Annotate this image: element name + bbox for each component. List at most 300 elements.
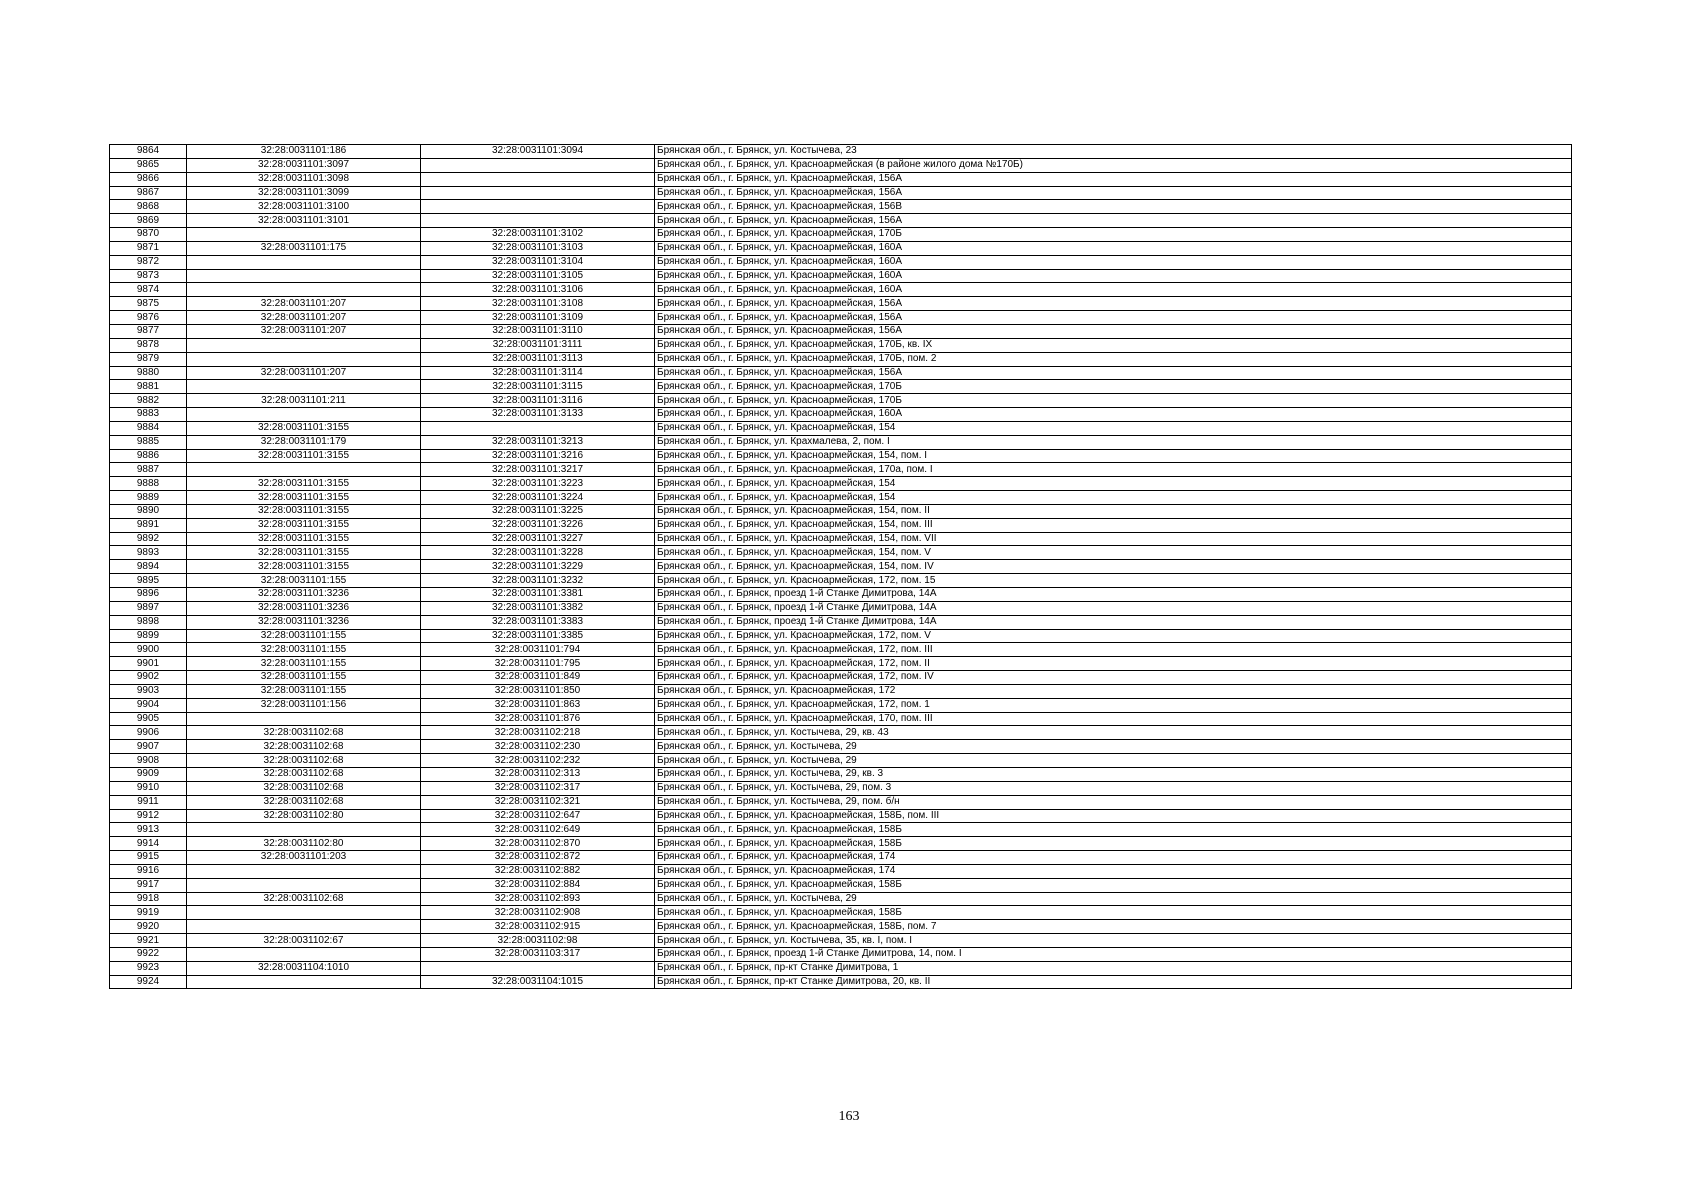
address-cell: Брянская обл., г. Брянск, ул. Красноармейская, 156А: [655, 172, 1572, 186]
object-cadastral-number-cell: 32:28:0031101:3223: [421, 477, 655, 491]
land-cadastral-number-cell: 32:28:0031102:68: [187, 892, 421, 906]
object-cadastral-number-cell: 32:28:0031101:794: [421, 643, 655, 657]
table-row: [110, 615, 1572, 629]
table-row: [110, 920, 1572, 934]
address-cell: Брянская обл., г. Брянск, ул. Красноармейская, 158Б: [655, 878, 1572, 892]
land-cadastral-number-cell: 32:28:0031102:68: [187, 795, 421, 809]
object-cadastral-number-cell: 32:28:0031102:908: [421, 906, 655, 920]
row-number-cell: 9888: [110, 477, 187, 491]
table-row: [110, 297, 1572, 311]
address-cell: Брянская обл., г. Брянск, ул. Красноармейская, 158Б, пом. 7: [655, 920, 1572, 934]
land-cadastral-number-cell: 32:28:0031101:156: [187, 698, 421, 712]
object-cadastral-number-cell: 32:28:0031101:3229: [421, 560, 655, 574]
address-cell: Брянская обл., г. Брянск, ул. Красноармейская, 170, пом. III: [655, 712, 1572, 726]
row-number-cell: 9892: [110, 532, 187, 546]
land-cadastral-number-cell: 32:28:0031102:68: [187, 754, 421, 768]
row-number-cell: 9908: [110, 754, 187, 768]
table-row: [110, 546, 1572, 560]
row-number-cell: 9880: [110, 366, 187, 380]
land-cadastral-number-cell: 32:28:0031102:68: [187, 767, 421, 781]
address-cell: Брянская обл., г. Брянск, ул. Красноармейская, 154, пом. VII: [655, 532, 1572, 546]
object-cadastral-number-cell: [421, 961, 655, 975]
land-cadastral-number-cell: 32:28:0031102:80: [187, 809, 421, 823]
object-cadastral-number-cell: 32:28:0031102:882: [421, 864, 655, 878]
table-row: [110, 158, 1572, 172]
land-cadastral-number-cell: 32:28:0031101:211: [187, 394, 421, 408]
land-cadastral-number-cell: 32:28:0031101:155: [187, 574, 421, 588]
land-cadastral-number-cell: 32:28:0031101:207: [187, 324, 421, 338]
row-number-cell: 9867: [110, 186, 187, 200]
land-cadastral-number-cell: 32:28:0031101:3155: [187, 518, 421, 532]
land-cadastral-number-cell: 32:28:0031101:155: [187, 684, 421, 698]
row-number-cell: 9897: [110, 601, 187, 615]
object-cadastral-number-cell: 32:28:0031101:3228: [421, 546, 655, 560]
table-row: [110, 560, 1572, 574]
address-cell: Брянская обл., г. Брянск, пр-кт Станке Димитрова, 20, кв. II: [655, 975, 1572, 989]
table-row: [110, 311, 1572, 325]
object-cadastral-number-cell: 32:28:0031101:3102: [421, 228, 655, 242]
address-cell: Брянская обл., г. Брянск, ул. Красноармейская, 172, пом. IV: [655, 671, 1572, 685]
address-cell: Брянская обл., г. Брянск, ул. Красноармейская, 170а, пом. I: [655, 463, 1572, 477]
object-cadastral-number-cell: 32:28:0031101:3094: [421, 145, 655, 159]
table-row: [110, 823, 1572, 837]
row-number-cell: 9910: [110, 781, 187, 795]
land-cadastral-number-cell: [187, 380, 421, 394]
land-cadastral-number-cell: 32:28:0031101:3097: [187, 158, 421, 172]
object-cadastral-number-cell: 32:28:0031102:647: [421, 809, 655, 823]
address-cell: Брянская обл., г. Брянск, ул. Красноармейская, 170Б, пом. 2: [655, 352, 1572, 366]
table-row: [110, 186, 1572, 200]
table-row: [110, 795, 1572, 809]
table-row: [110, 947, 1572, 961]
table-row: [110, 892, 1572, 906]
land-cadastral-number-cell: 32:28:0031101:3155: [187, 504, 421, 518]
row-number-cell: 9891: [110, 518, 187, 532]
object-cadastral-number-cell: 32:28:0031101:850: [421, 684, 655, 698]
row-number-cell: 9905: [110, 712, 187, 726]
object-cadastral-number-cell: 32:28:0031102:915: [421, 920, 655, 934]
table-row: [110, 394, 1572, 408]
object-cadastral-number-cell: 32:28:0031101:3109: [421, 311, 655, 325]
land-cadastral-number-cell: 32:28:0031102:67: [187, 934, 421, 948]
address-cell: Брянская обл., г. Брянск, ул. Костычева, 29, пом. 3: [655, 781, 1572, 795]
row-number-cell: 9864: [110, 145, 187, 159]
row-number-cell: 9895: [110, 574, 187, 588]
address-cell: Брянская обл., г. Брянск, ул. Красноармейская, 172, пом. V: [655, 629, 1572, 643]
land-cadastral-number-cell: 32:28:0031101:3155: [187, 532, 421, 546]
object-cadastral-number-cell: 32:28:0031101:3110: [421, 324, 655, 338]
land-cadastral-number-cell: [187, 408, 421, 422]
object-cadastral-number-cell: 32:28:0031102:884: [421, 878, 655, 892]
address-cell: Брянская обл., г. Брянск, ул. Красноармейская, 174: [655, 864, 1572, 878]
row-number-cell: 9875: [110, 297, 187, 311]
row-number-cell: 9868: [110, 200, 187, 214]
address-cell: Брянская обл., г. Брянск, ул. Красноармейская, 160А: [655, 241, 1572, 255]
object-cadastral-number-cell: 32:28:0031101:3108: [421, 297, 655, 311]
address-cell: Брянская обл., г. Брянск, ул. Красноармейская, 154, пом. III: [655, 518, 1572, 532]
table-row: [110, 380, 1572, 394]
table-row: [110, 532, 1572, 546]
registry-table: [109, 144, 1572, 989]
table-row: [110, 269, 1572, 283]
row-number-cell: 9909: [110, 767, 187, 781]
row-number-cell: 9869: [110, 214, 187, 228]
address-cell: Брянская обл., г. Брянск, ул. Красноармейская, 156В: [655, 200, 1572, 214]
object-cadastral-number-cell: [421, 186, 655, 200]
address-cell: Брянская обл., г. Брянск, ул. Красноармейская (в районе жилого дома №170Б): [655, 158, 1572, 172]
object-cadastral-number-cell: [421, 421, 655, 435]
row-number-cell: 9903: [110, 684, 187, 698]
land-cadastral-number-cell: 32:28:0031102:80: [187, 837, 421, 851]
object-cadastral-number-cell: 32:28:0031101:849: [421, 671, 655, 685]
address-cell: Брянская обл., г. Брянск, ул. Красноармейская, 170Б: [655, 228, 1572, 242]
object-cadastral-number-cell: 32:28:0031101:3217: [421, 463, 655, 477]
object-cadastral-number-cell: 32:28:0031102:317: [421, 781, 655, 795]
address-cell: Брянская обл., г. Брянск, ул. Красноармейская, 154, пом. I: [655, 449, 1572, 463]
address-cell: Брянская обл., г. Брянск, ул. Костычева, 29: [655, 754, 1572, 768]
address-cell: Брянская обл., г. Брянск, ул. Красноармейская, 154, пом. IV: [655, 560, 1572, 574]
row-number-cell: 9918: [110, 892, 187, 906]
object-cadastral-number-cell: 32:28:0031101:3226: [421, 518, 655, 532]
land-cadastral-number-cell: [187, 864, 421, 878]
table-row: [110, 657, 1572, 671]
row-number-cell: 9871: [110, 241, 187, 255]
object-cadastral-number-cell: 32:28:0031102:321: [421, 795, 655, 809]
table-row: [110, 975, 1572, 989]
land-cadastral-number-cell: 32:28:0031101:3236: [187, 588, 421, 602]
object-cadastral-number-cell: 32:28:0031101:3103: [421, 241, 655, 255]
address-cell: Брянская обл., г. Брянск, ул. Костычева, 29, пом. б/н: [655, 795, 1572, 809]
table-row: [110, 851, 1572, 865]
object-cadastral-number-cell: 32:28:0031102:232: [421, 754, 655, 768]
object-cadastral-number-cell: 32:28:0031101:3227: [421, 532, 655, 546]
land-cadastral-number-cell: 32:28:0031101:3236: [187, 615, 421, 629]
table-row: [110, 740, 1572, 754]
land-cadastral-number-cell: 32:28:0031101:155: [187, 657, 421, 671]
table-row: [110, 643, 1572, 657]
table-row: [110, 809, 1572, 823]
table-row: [110, 726, 1572, 740]
land-cadastral-number-cell: 32:28:0031101:207: [187, 311, 421, 325]
address-cell: Брянская обл., г. Брянск, ул. Красноармейская, 170Б: [655, 380, 1572, 394]
address-cell: Брянская обл., г. Брянск, ул. Красноармейская, 154: [655, 421, 1572, 435]
row-number-cell: 9916: [110, 864, 187, 878]
address-cell: Брянская обл., г. Брянск, ул. Костычева, 29: [655, 892, 1572, 906]
object-cadastral-number-cell: 32:28:0031101:3111: [421, 338, 655, 352]
address-cell: Брянская обл., г. Брянск, ул. Красноармейская, 156А: [655, 297, 1572, 311]
address-cell: Брянская обл., г. Брянск, ул. Костычева, 29, кв. 43: [655, 726, 1572, 740]
address-cell: Брянская обл., г. Брянск, ул. Красноармейская, 154: [655, 491, 1572, 505]
table-row: [110, 518, 1572, 532]
table-row: [110, 241, 1572, 255]
land-cadastral-number-cell: 32:28:0031101:3100: [187, 200, 421, 214]
row-number-cell: 9915: [110, 851, 187, 865]
row-number-cell: 9872: [110, 255, 187, 269]
land-cadastral-number-cell: [187, 463, 421, 477]
object-cadastral-number-cell: [421, 172, 655, 186]
land-cadastral-number-cell: 32:28:0031101:3099: [187, 186, 421, 200]
table-row: [110, 172, 1572, 186]
table-row: [110, 684, 1572, 698]
row-number-cell: 9898: [110, 615, 187, 629]
registry-table-body: [110, 145, 1572, 989]
row-number-cell: 9877: [110, 324, 187, 338]
row-number-cell: 9890: [110, 504, 187, 518]
row-number-cell: 9920: [110, 920, 187, 934]
land-cadastral-number-cell: [187, 255, 421, 269]
land-cadastral-number-cell: [187, 283, 421, 297]
address-cell: Брянская обл., г. Брянск, проезд 1-й Станке Димитрова, 14А: [655, 601, 1572, 615]
object-cadastral-number-cell: 32:28:0031101:3225: [421, 504, 655, 518]
object-cadastral-number-cell: [421, 214, 655, 228]
land-cadastral-number-cell: [187, 338, 421, 352]
table-row: [110, 324, 1572, 338]
table-row: [110, 837, 1572, 851]
table-row: [110, 408, 1572, 422]
table-row: [110, 449, 1572, 463]
row-number-cell: 9878: [110, 338, 187, 352]
address-cell: Брянская обл., г. Брянск, проезд 1-й Станке Димитрова, 14А: [655, 588, 1572, 602]
table-row: [110, 200, 1572, 214]
address-cell: Брянская обл., г. Брянск, ул. Красноармейская, 160А: [655, 283, 1572, 297]
row-number-cell: 9896: [110, 588, 187, 602]
table-row: [110, 214, 1572, 228]
object-cadastral-number-cell: 32:28:0031101:863: [421, 698, 655, 712]
land-cadastral-number-cell: 32:28:0031102:68: [187, 726, 421, 740]
row-number-cell: 9899: [110, 629, 187, 643]
land-cadastral-number-cell: 32:28:0031101:3101: [187, 214, 421, 228]
land-cadastral-number-cell: [187, 352, 421, 366]
row-number-cell: 9893: [110, 546, 187, 560]
object-cadastral-number-cell: [421, 158, 655, 172]
address-cell: Брянская обл., г. Брянск, ул. Красноармейская, 160А: [655, 269, 1572, 283]
row-number-cell: 9886: [110, 449, 187, 463]
row-number-cell: 9919: [110, 906, 187, 920]
address-cell: Брянская обл., г. Брянск, ул. Костычева, 35, кв. I, пом. I: [655, 934, 1572, 948]
row-number-cell: 9902: [110, 671, 187, 685]
object-cadastral-number-cell: 32:28:0031101:3114: [421, 366, 655, 380]
row-number-cell: 9884: [110, 421, 187, 435]
table-row: [110, 504, 1572, 518]
row-number-cell: 9907: [110, 740, 187, 754]
land-cadastral-number-cell: 32:28:0031101:3236: [187, 601, 421, 615]
row-number-cell: 9923: [110, 961, 187, 975]
object-cadastral-number-cell: 32:28:0031101:3224: [421, 491, 655, 505]
table-row: [110, 878, 1572, 892]
address-cell: Брянская обл., г. Брянск, ул. Красноармейская, 158Б: [655, 837, 1572, 851]
land-cadastral-number-cell: 32:28:0031104:1010: [187, 961, 421, 975]
address-cell: Брянская обл., г. Брянск, ул. Красноармейская, 172, пом. II: [655, 657, 1572, 671]
object-cadastral-number-cell: 32:28:0031101:3105: [421, 269, 655, 283]
land-cadastral-number-cell: [187, 906, 421, 920]
address-cell: Брянская обл., г. Брянск, ул. Красноармейская, 156А: [655, 214, 1572, 228]
object-cadastral-number-cell: 32:28:0031104:1015: [421, 975, 655, 989]
table-row: [110, 574, 1572, 588]
address-cell: Брянская обл., г. Брянск, ул. Красноармейская, 158Б, пом. III: [655, 809, 1572, 823]
table-row: [110, 421, 1572, 435]
address-cell: Брянская обл., г. Брянск, ул. Красноармейская, 156А: [655, 324, 1572, 338]
object-cadastral-number-cell: 32:28:0031101:3382: [421, 601, 655, 615]
address-cell: Брянская обл., г. Брянск, проезд 1-й Станке Димитрова, 14А: [655, 615, 1572, 629]
table-row: [110, 712, 1572, 726]
row-number-cell: 9882: [110, 394, 187, 408]
table-row: [110, 352, 1572, 366]
row-number-cell: 9889: [110, 491, 187, 505]
address-cell: Брянская обл., г. Брянск, ул. Крахмалева, 2, пом. I: [655, 435, 1572, 449]
address-cell: Брянская обл., г. Брянск, ул. Красноармейская, 156А: [655, 366, 1572, 380]
row-number-cell: 9900: [110, 643, 187, 657]
address-cell: Брянская обл., г. Брянск, ул. Красноармейская, 154: [655, 477, 1572, 491]
land-cadastral-number-cell: 32:28:0031101:3155: [187, 477, 421, 491]
address-cell: Брянская обл., г. Брянск, ул. Красноармейская, 154, пом. V: [655, 546, 1572, 560]
table-row: [110, 754, 1572, 768]
address-cell: Брянская обл., г. Брянск, ул. Костычева, 29: [655, 740, 1572, 754]
object-cadastral-number-cell: 32:28:0031101:3385: [421, 629, 655, 643]
object-cadastral-number-cell: 32:28:0031101:3216: [421, 449, 655, 463]
land-cadastral-number-cell: 32:28:0031101:3155: [187, 546, 421, 560]
land-cadastral-number-cell: [187, 975, 421, 989]
row-number-cell: 9870: [110, 228, 187, 242]
address-cell: Брянская обл., г. Брянск, ул. Красноармейская, 174: [655, 851, 1572, 865]
table-row: [110, 366, 1572, 380]
address-cell: Брянская обл., г. Брянск, ул. Красноармейская, 172: [655, 684, 1572, 698]
land-cadastral-number-cell: 32:28:0031101:3098: [187, 172, 421, 186]
row-number-cell: 9876: [110, 311, 187, 325]
row-number-cell: 9901: [110, 657, 187, 671]
land-cadastral-number-cell: [187, 823, 421, 837]
object-cadastral-number-cell: 32:28:0031102:870: [421, 837, 655, 851]
address-cell: Брянская обл., г. Брянск, ул. Красноармейская, 170Б: [655, 394, 1572, 408]
land-cadastral-number-cell: [187, 947, 421, 961]
table-row: [110, 864, 1572, 878]
land-cadastral-number-cell: 32:28:0031101:207: [187, 297, 421, 311]
land-cadastral-number-cell: 32:28:0031101:155: [187, 643, 421, 657]
table-row: [110, 588, 1572, 602]
row-number-cell: 9904: [110, 698, 187, 712]
object-cadastral-number-cell: 32:28:0031102:649: [421, 823, 655, 837]
row-number-cell: 9912: [110, 809, 187, 823]
land-cadastral-number-cell: 32:28:0031102:68: [187, 781, 421, 795]
row-number-cell: 9873: [110, 269, 187, 283]
land-cadastral-number-cell: [187, 228, 421, 242]
table-row: [110, 698, 1572, 712]
object-cadastral-number-cell: 32:28:0031101:3116: [421, 394, 655, 408]
object-cadastral-number-cell: 32:28:0031101:3383: [421, 615, 655, 629]
object-cadastral-number-cell: 32:28:0031101:3381: [421, 588, 655, 602]
table-row: [110, 435, 1572, 449]
object-cadastral-number-cell: 32:28:0031102:230: [421, 740, 655, 754]
object-cadastral-number-cell: 32:28:0031101:3232: [421, 574, 655, 588]
table-row: [110, 781, 1572, 795]
land-cadastral-number-cell: 32:28:0031101:3155: [187, 421, 421, 435]
table-row: [110, 906, 1572, 920]
row-number-cell: 9913: [110, 823, 187, 837]
address-cell: Брянская обл., г. Брянск, ул. Красноармейская, 154, пом. II: [655, 504, 1572, 518]
object-cadastral-number-cell: 32:28:0031102:872: [421, 851, 655, 865]
address-cell: Брянская обл., г. Брянск, ул. Красноармейская, 160А: [655, 255, 1572, 269]
address-cell: Брянская обл., г. Брянск, пр-кт Станке Димитрова, 1: [655, 961, 1572, 975]
object-cadastral-number-cell: 32:28:0031102:313: [421, 767, 655, 781]
land-cadastral-number-cell: 32:28:0031101:155: [187, 629, 421, 643]
address-cell: Брянская обл., г. Брянск, ул. Красноармейская, 172, пом. III: [655, 643, 1572, 657]
row-number-cell: 9885: [110, 435, 187, 449]
address-cell: Брянская обл., г. Брянск, ул. Красноармейская, 172, пом. 15: [655, 574, 1572, 588]
land-cadastral-number-cell: 32:28:0031101:155: [187, 671, 421, 685]
row-number-cell: 9865: [110, 158, 187, 172]
object-cadastral-number-cell: 32:28:0031101:876: [421, 712, 655, 726]
row-number-cell: 9911: [110, 795, 187, 809]
object-cadastral-number-cell: 32:28:0031102:893: [421, 892, 655, 906]
table-row: [110, 338, 1572, 352]
table-row: [110, 463, 1572, 477]
page-number: 163: [838, 1109, 860, 1124]
row-number-cell: 9906: [110, 726, 187, 740]
land-cadastral-number-cell: [187, 712, 421, 726]
land-cadastral-number-cell: 32:28:0031101:179: [187, 435, 421, 449]
table-row: [110, 601, 1572, 615]
land-cadastral-number-cell: 32:28:0031101:207: [187, 366, 421, 380]
address-cell: Брянская обл., г. Брянск, ул. Костычева, 23: [655, 145, 1572, 159]
object-cadastral-number-cell: 32:28:0031101:795: [421, 657, 655, 671]
table-row: [110, 255, 1572, 269]
row-number-cell: 9894: [110, 560, 187, 574]
address-cell: Брянская обл., г. Брянск, проезд 1-й Станке Димитрова, 14, пом. I: [655, 947, 1572, 961]
table-row: [110, 283, 1572, 297]
land-cadastral-number-cell: [187, 920, 421, 934]
row-number-cell: 9917: [110, 878, 187, 892]
table-row: [110, 671, 1572, 685]
address-cell: Брянская обл., г. Брянск, ул. Красноармейская, 156А: [655, 186, 1572, 200]
object-cadastral-number-cell: [421, 200, 655, 214]
object-cadastral-number-cell: 32:28:0031101:3133: [421, 408, 655, 422]
address-cell: Брянская обл., г. Брянск, ул. Красноармейская, 172, пом. 1: [655, 698, 1572, 712]
address-cell: Брянская обл., г. Брянск, ул. Костычева, 29, кв. 3: [655, 767, 1572, 781]
table-row: [110, 228, 1572, 242]
address-cell: Брянская обл., г. Брянск, ул. Красноармейская, 158Б: [655, 906, 1572, 920]
land-cadastral-number-cell: 32:28:0031101:3155: [187, 491, 421, 505]
table-row: [110, 491, 1572, 505]
land-cadastral-number-cell: 32:28:0031101:186: [187, 145, 421, 159]
address-cell: Брянская обл., г. Брянск, ул. Красноармейская, 170Б, кв. IX: [655, 338, 1572, 352]
land-cadastral-number-cell: [187, 878, 421, 892]
row-number-cell: 9866: [110, 172, 187, 186]
object-cadastral-number-cell: 32:28:0031102:98: [421, 934, 655, 948]
object-cadastral-number-cell: 32:28:0031101:3115: [421, 380, 655, 394]
row-number-cell: 9874: [110, 283, 187, 297]
address-cell: Брянская обл., г. Брянск, ул. Красноармейская, 160А: [655, 408, 1572, 422]
object-cadastral-number-cell: 32:28:0031101:3213: [421, 435, 655, 449]
land-cadastral-number-cell: 32:28:0031101:3155: [187, 560, 421, 574]
land-cadastral-number-cell: 32:28:0031102:68: [187, 740, 421, 754]
object-cadastral-number-cell: 32:28:0031103:317: [421, 947, 655, 961]
table-row: [110, 961, 1572, 975]
land-cadastral-number-cell: 32:28:0031101:203: [187, 851, 421, 865]
table-row: [110, 629, 1572, 643]
address-cell: Брянская обл., г. Брянск, ул. Красноармейская, 156А: [655, 311, 1572, 325]
table-row: [110, 145, 1572, 159]
object-cadastral-number-cell: 32:28:0031101:3106: [421, 283, 655, 297]
address-cell: Брянская обл., г. Брянск, ул. Красноармейская, 158Б: [655, 823, 1572, 837]
table-row: [110, 934, 1572, 948]
row-number-cell: 9921: [110, 934, 187, 948]
row-number-cell: 9887: [110, 463, 187, 477]
row-number-cell: 9914: [110, 837, 187, 851]
table-row: [110, 767, 1572, 781]
row-number-cell: 9924: [110, 975, 187, 989]
table-row: [110, 477, 1572, 491]
object-cadastral-number-cell: 32:28:0031101:3113: [421, 352, 655, 366]
land-cadastral-number-cell: [187, 269, 421, 283]
